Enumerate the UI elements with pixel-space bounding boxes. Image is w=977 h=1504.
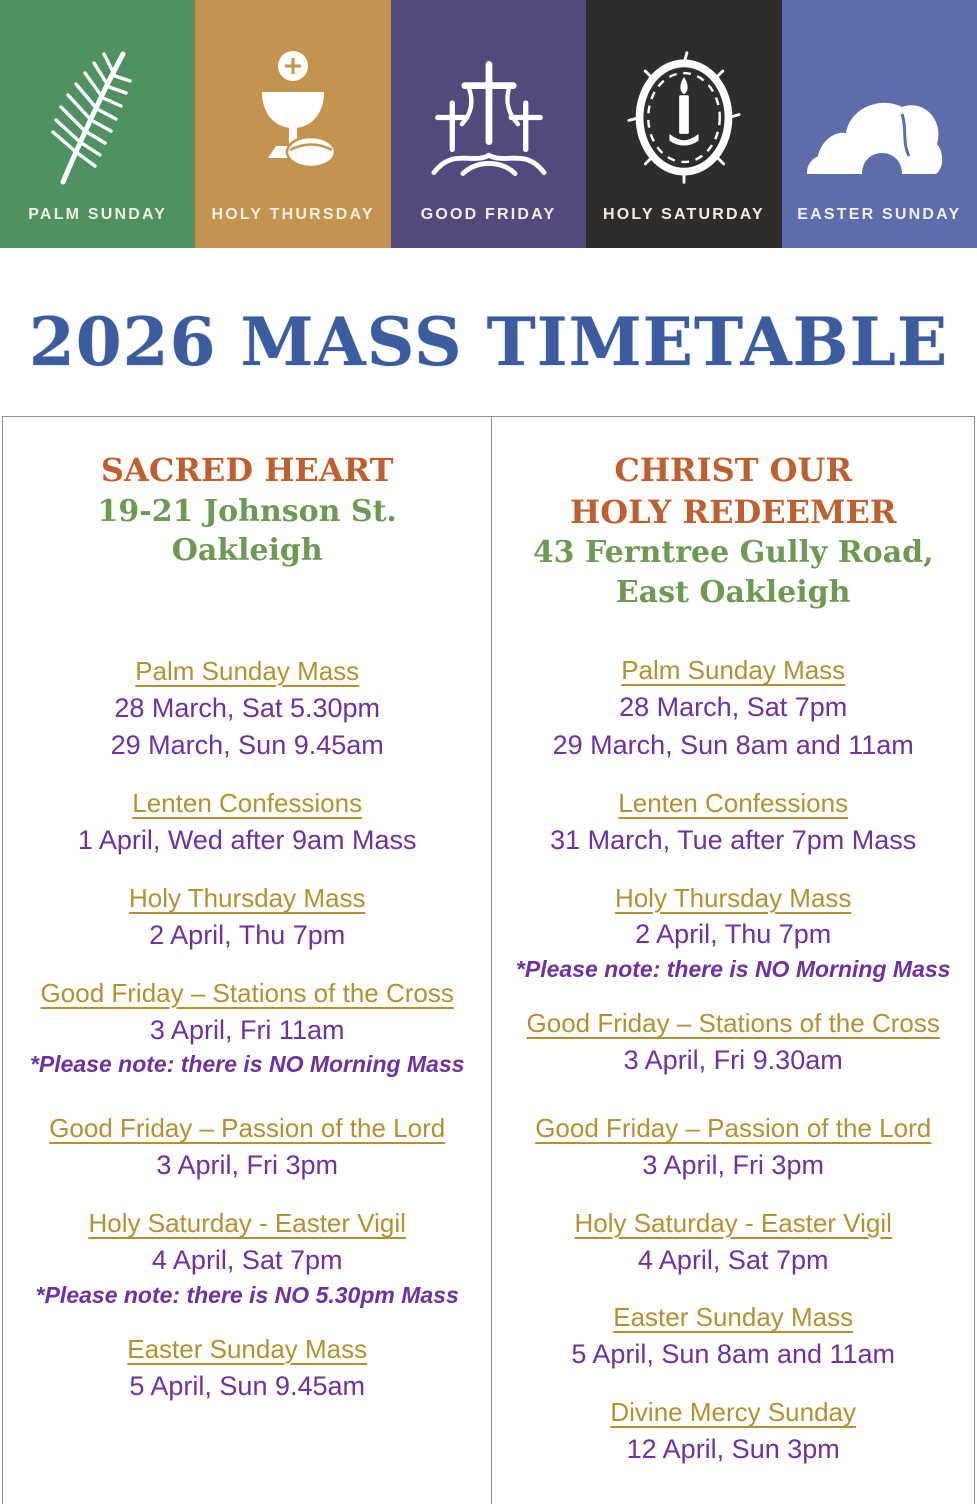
church-address-block — [9, 492, 485, 571]
event-detail: 12 April, Sun 3pm — [626, 1434, 840, 1465]
timetable — [2, 416, 975, 1504]
event-block — [9, 1110, 485, 1185]
event-detail: 2 April, Thu 7pm — [149, 919, 346, 950]
church-name-block — [498, 450, 968, 533]
event-heading: Holy Thursday Mass — [128, 882, 366, 913]
event-heading: Good Friday – Passion of the Lord — [535, 1113, 932, 1144]
event-block — [498, 1205, 968, 1280]
chalice-and-bread-icon — [238, 40, 348, 190]
event-block — [9, 653, 485, 766]
church-address: 43 Ferntree Gully Road, — [532, 535, 934, 571]
event-heading: Holy Saturday - Easter Vigil — [88, 1208, 406, 1239]
event-heading: Good Friday – Passion of the Lord — [49, 1113, 446, 1144]
event-heading: Divine Mercy Sunday — [610, 1397, 857, 1428]
banner-panel-easter-sunday — [782, 0, 977, 248]
title-section — [0, 248, 977, 416]
event-detail: 2 April, Thu 7pm — [635, 919, 832, 950]
event-note: *Please note: there is NO 5.30pm Mass — [35, 1281, 459, 1308]
banner-label-holy-thursday: HOLY THURSDAY — [211, 206, 375, 223]
banner-panel-holy-saturday — [586, 0, 781, 248]
event-detail: 5 April, Sun 8am and 11am — [571, 1339, 896, 1370]
banner-label-easter-sunday: EASTER SUNDAY — [797, 206, 962, 223]
column-christ-our-holy-redeemer — [491, 417, 974, 1504]
event-heading: Palm Sunday Mass — [135, 655, 360, 686]
church-name: CHRIST OUR — [614, 451, 853, 489]
event-detail: 31 March, Tue after 7pm Mass — [550, 824, 917, 855]
event-heading: Palm Sunday Mass — [621, 655, 846, 686]
event-block — [9, 1205, 485, 1311]
event-heading: Holy Saturday - Easter Vigil — [574, 1207, 892, 1238]
event-block — [9, 975, 485, 1081]
banner-label-palm-sunday: PALM SUNDAY — [28, 206, 168, 223]
holy-week-banner — [0, 0, 977, 248]
event-detail: 4 April, Sat 7pm — [151, 1245, 343, 1276]
church-address: Oakleigh — [171, 533, 323, 569]
event-heading: Lenten Confessions — [132, 788, 363, 819]
event-heading: Holy Thursday Mass — [614, 882, 852, 913]
event-heading: Easter Sunday Mass — [613, 1302, 854, 1333]
three-crosses-icon — [426, 45, 552, 190]
church-address: East Oakleigh — [615, 574, 851, 610]
event-detail: 3 April, Fri 9.30am — [623, 1045, 843, 1076]
event-detail: 29 March, Sun 8am and 11am — [552, 730, 914, 761]
event-block — [498, 1110, 968, 1185]
church-name: HOLY REDEEMER — [569, 492, 897, 531]
event-block — [498, 880, 968, 986]
event-detail: 3 April, Fri 3pm — [156, 1150, 338, 1181]
event-block — [498, 785, 968, 860]
event-list — [498, 652, 968, 1468]
banner-panel-palm-sunday — [0, 0, 195, 248]
page-title: 2026 MASS TIMETABLE — [28, 303, 949, 382]
event-block — [9, 1331, 485, 1406]
event-note: *Please note: there is NO Morning Mass — [29, 1051, 465, 1078]
event-detail: 29 March, Sun 9.45am — [110, 730, 384, 761]
church-name: SACRED HEART — [100, 451, 394, 489]
event-detail: 28 March, Sat 5.30pm — [114, 692, 381, 723]
church-address: 19-21 Johnson St. — [97, 493, 397, 529]
event-heading: Good Friday – Stations of the Cross — [526, 1008, 940, 1039]
banner-panel-good-friday — [391, 0, 586, 248]
banner-label-holy-saturday: HOLY SATURDAY — [602, 206, 765, 223]
event-list — [9, 653, 485, 1406]
crown-of-thorns-candle-icon — [621, 45, 747, 190]
event-heading: Good Friday – Stations of the Cross — [40, 977, 454, 1008]
event-block — [498, 1394, 968, 1469]
church-name-block — [9, 450, 485, 492]
event-detail: 3 April, Fri 11am — [149, 1014, 345, 1045]
column-sacred-heart — [3, 417, 491, 1504]
event-detail: 4 April, Sat 7pm — [637, 1244, 829, 1275]
event-block — [9, 880, 485, 955]
event-detail: 1 April, Wed after 9am Mass — [77, 825, 417, 856]
event-block — [498, 1005, 968, 1080]
event-detail: 3 April, Fri 3pm — [642, 1149, 824, 1180]
event-block — [498, 1299, 968, 1374]
event-heading: Lenten Confessions — [618, 787, 849, 818]
event-detail: 5 April, Sun 9.45am — [129, 1370, 366, 1401]
church-address-block — [498, 533, 968, 612]
banner-panel-holy-thursday — [195, 0, 390, 248]
event-detail: 28 March, Sat 7pm — [619, 692, 848, 723]
empty-tomb-icon — [804, 70, 954, 190]
event-note: *Please note: there is NO Morning Mass — [515, 956, 951, 983]
banner-label-good-friday: GOOD FRIDAY — [420, 206, 557, 223]
event-heading: Easter Sunday Mass — [127, 1333, 368, 1364]
event-block — [9, 785, 485, 860]
palm-frond-icon — [43, 40, 153, 190]
event-block — [498, 652, 968, 765]
